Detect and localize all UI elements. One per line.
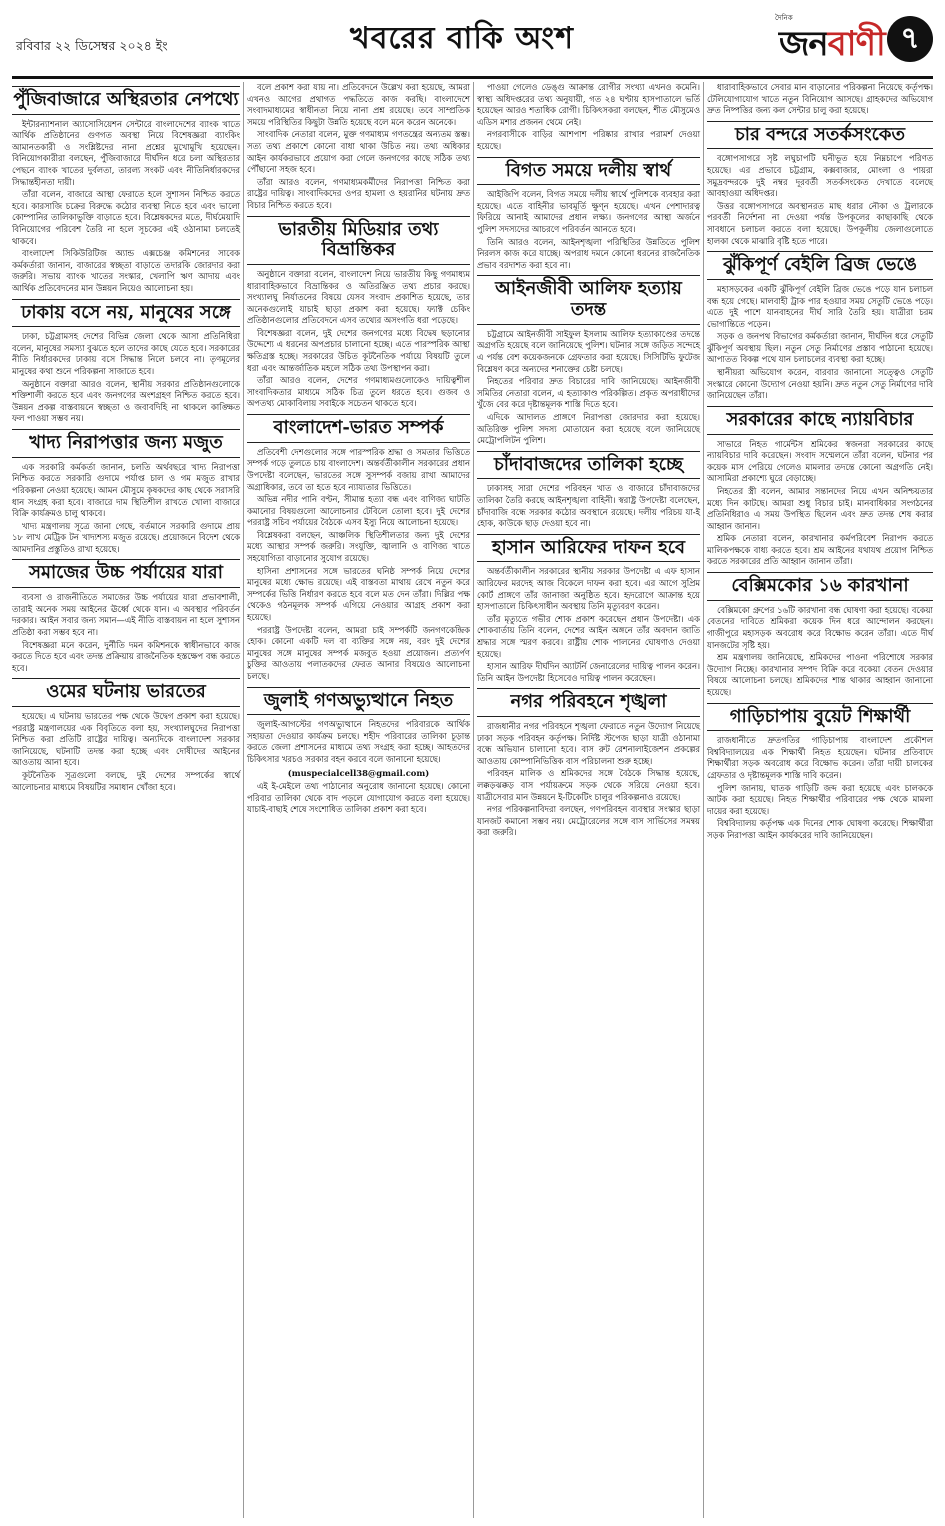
story-body — [247, 82, 470, 212]
story-body — [247, 719, 470, 816]
paragraph: সাংবাদিক নেতারা বলেন, মুক্ত গণমাধ্যম গণতন্ত্রের অন্যতম স্তম্ভ। সত্য তথ্য প্রকাশে কোনো বাধা থাকা উচিত নয়। তথ্য অধিকার আইন কার্যকরভাবে প্রয়োগ করা গেলে জনগণের কাছে সঠিক তথ্য পৌঁছানো সহজ হবে। — [247, 129, 470, 175]
story-body — [707, 82, 933, 117]
paragraph: স্থানীয়রা অভিযোগ করেন, বারবার জানানো সত্ত্বেও সেতুটি সংস্কারে কোনো উদ্যোগ নেওয়া হয়নি। দ্রুত নতুন সেতু নির্মাণের দাবি জানিয়েছেন তাঁরা। — [707, 367, 933, 401]
paragraph: তাঁরা আরও বলেন, দেশের গণমাধ্যমগুলোকেও দায়িত্বশীল সাংবাদিকতার মাধ্যমে সঠিক চিত্র তুলে ধরতে হবে। গুজব ও অপতথ্য মোকাবিলায় সবাইকে সচেতন থাকতে হবে। — [247, 375, 470, 409]
paragraph: উত্তর বঙ্গোপসাগরে অবস্থানরত মাছ ধরার নৌকা ও ট্রলারকে পরবর্তী নির্দেশনা না দেওয়া পর্যন্ত উপকূলের কাছাকাছি থেকে সাবধানে চলাচল করতে বলা হয়েছে। উপকূলীয় জেলাগুলোতে হালকা থেকে মাঝারি বৃষ্টি হতে পারে। — [707, 200, 933, 246]
paragraph: প্রতিবেশী দেশগুলোর সঙ্গে পারস্পরিক শ্রদ্ধা ও সমতার ভিত্তিতে সম্পর্ক গড়ে তুলতে চায় বাংলাদেশ। অন্তর্বর্তীকালীন সরকারের প্রধান উপদেষ্টা বলেছেন, ভারতের সঙ্গে সুসম্পর্ক বজায় রাখা আমাদের অগ্রাধিকার, তবে তা হতে হবে ন্যায্যতার ভিত্তিতে। — [247, 446, 470, 492]
paragraph: সাভারে নিহত গার্মেন্টস শ্রমিকের স্বজনরা সরকারের কাছে ন্যায়বিচার দাবি করেছেন। সংবাদ সম্মেলনে তাঁরা বলেন, ঘটনার পর কয়েক মাস পেরিয়ে গেলেও মামলার তদন্তে কোনো অগ্রগতি নেই। আসামিরা প্রকাশ্যে ঘুরে বেড়াচ্ছে। — [707, 438, 933, 484]
headline: ঢাকায় বসে নয়, মানুষের সঙ্গে — [12, 299, 240, 328]
headline: সমাজের উচ্চ পর্যায়ের যারা — [12, 559, 240, 588]
masthead — [12, 8, 933, 74]
story-body — [12, 331, 240, 425]
paragraph: এদিকে আদালত প্রাঙ্গণে নিরাপত্তা জোরদার করা হয়েছে। অতিরিক্ত পুলিশ সদস্য মোতায়েন করা হয়েছে বলে জানিয়েছে মেট্রোপলিটন পুলিশ। — [477, 411, 700, 446]
paragraph: এক সরকারি কর্মকর্তা জানান, চলতি অর্থবছরে খাদ্য নিরাপত্তা নিশ্চিত করতে সরকারি গুদামে পর্যাপ্ত চাল ও গম মজুত রাখার পরিকল্পনা নেওয়া হয়েছে। আমন মৌসুমে কৃষকদের কাছ থেকে সরাসরি ধান সংগ্রহ করা হবে। বাজারে দাম স্থিতিশীল রাখতে খোলা বাজারে বিক্রি কার্যক্রমও চালু থাকবে। — [12, 461, 240, 519]
paragraph: পরিবহন মালিক ও শ্রমিকদের সঙ্গে বৈঠকে সিদ্ধান্ত হয়েছে, লক্কড়ঝক্কড় বাস পর্যায়ক্রমে সড়ক থেকে সরিয়ে নেওয়া হবে। যাত্রীসেবার মান উন্নয়নে ই-টিকেটিং চালুর পরিকল্পনাও রয়েছে। — [477, 768, 700, 802]
story-extortion-list — [477, 451, 700, 530]
story-body — [707, 439, 933, 569]
paragraph: তিনি আরও বলেন, আইনশৃঙ্খলা পরিস্থিতির উন্নতিতে পুলিশ নিরলস কাজ করে যাচ্ছে। অপরাধ দমনে কোনো ধরনের রাজনৈতিক প্রভাব বরদাশত করা হবে না। — [477, 236, 700, 270]
column-2 — [247, 82, 470, 820]
paragraph: পররাষ্ট্র উপদেষ্টা বলেন, আমরা চাই সম্পর্কটি জনগণকেন্দ্রিক হোক। কোনো একটি দল বা ব্যক্তির সঙ্গে নয়, বরং দুই দেশের মানুষের সঙ্গে মানুষের সম্পর্ক মজবুত হওয়া প্রয়োজন। প্রত্যর্পণ চুক্তির আওতায় পলাতকদের ফেরত আনার বিষয়েও আলোচনা চলছে। — [247, 624, 470, 681]
paragraph: বলে প্রকাশ করা যায় না। প্রতিবেদনে উল্লেখ করা হয়েছে, আমরা এখনও আগের প্রথাগত পদ্ধতিতে কাজ করছি। বাংলাদেশে সংবাদমাধ্যমের স্বাধীনতা নিয়ে নানা প্রশ্ন রয়েছে। তবে সাম্প্রতিক সময়ে পরিস্থিতির কিছুটা উন্নতি হয়েছে বলে মনে করেন অনেকে। — [247, 82, 470, 127]
issue-date: রবিবার ২২ ডিসেম্বর ২০২৪ ইং — [16, 38, 168, 53]
paragraph: হয়েছে। এ ঘটনায় ভারতের পক্ষ থেকে উদ্বেগ প্রকাশ করা হয়েছে। পররাষ্ট্র মন্ত্রণালয়ের এক বিবৃতিতে বলা হয়, সংখ্যালঘুদের নিরাপত্তা নিশ্চিত করা প্রতিটি রাষ্ট্রের দায়িত্ব। অন্যদিকে বাংলাদেশ সরকার জানিয়েছে, ঘটনাটি তদন্ত করা হচ্ছে এবং দোষীদের আইনের আওতায় আনা হবে। — [12, 711, 240, 768]
paragraph: বাংলাদেশ সিকিউরিটিজ অ্যান্ড এক্সচেঞ্জ কমিশনের সাবেক কর্মকর্তারা জানান, বাজারের স্বচ্ছতা বাড়াতে তদারকি জোরদার করা জরুরি। সভায় ব্যাংক খাতের সংস্কার, খেলাপি ঋণ আদায় এবং আর্থিক প্রতিবেদনের মান উন্নয়ন নিয়েও আলোচনা হয়। — [12, 248, 240, 293]
newspaper-logo — [775, 8, 895, 68]
story-july-uprising — [247, 687, 470, 816]
paragraph: শ্রম মন্ত্রণালয় জানিয়েছে, শ্রমিকদের পাওনা পরিশোধে সরকার উদ্যোগ নিচ্ছে। কারখানার সম্পদ বিক্রি করে বকেয়া বেতন দেওয়ার বিষয়ে আলোচনা চলছে। শ্রমিকদের শান্ত থাকার আহ্বান জানানো হয়েছে। — [707, 652, 933, 697]
headline: নগর পরিবহনে শৃঙ্খলা — [477, 688, 700, 717]
logo-part2: বাণী — [827, 24, 885, 64]
story-indian-media — [247, 216, 470, 411]
story-media-continued — [247, 82, 470, 212]
story-body — [477, 329, 700, 447]
paragraph: কূটনৈতিক সূত্রগুলো বলছে, দুই দেশের সম্পর্কের স্বার্থে আলোচনার মাধ্যমে বিষয়টির সমাধান খোঁজা হবে। — [12, 769, 240, 792]
headline: ঝুঁকিপূর্ণ বেইলি ব্রিজ ভেঙে — [707, 251, 933, 280]
paragraph: পুলিশ জানায়, ঘাতক গাড়িটি জব্দ করা হয়েছে এবং চালককে আটক করা হয়েছে। নিহত শিক্ষার্থীর পরিবারের পক্ষ থেকে মামলা দায়ের করা হয়েছে। — [707, 782, 933, 816]
paragraph: নিহতের পরিবার দ্রুত বিচারের দাবি জানিয়েছে। আইনজীবী সমিতির নেতারা বলেন, এ হত্যাকাণ্ড পরিকল্পিত। প্রকৃত অপরাধীদের খুঁজে বের করে দৃষ্টান্তমূলক শাস্তি দিতে হবে। — [477, 376, 700, 410]
story-dhaka — [12, 299, 240, 425]
story-body — [477, 82, 700, 153]
story-bailey-bridge — [707, 251, 933, 402]
paragraph: অন্তর্বর্তীকালীন সরকারের স্থানীয় সরকার উপদেষ্টা এ এফ হাসান আরিফের মরদেহ আজ বিকেলে দাফন করা হবে। এর আগে সুপ্রিম কোর্ট প্রাঙ্গণে তাঁর জানাজা অনুষ্ঠিত হবে। হৃদরোগে আক্রান্ত হয়ে হাসপাতালে চিকিৎসাধীন অবস্থায় তিনি মৃত্যুবরণ করেন। — [477, 566, 700, 612]
paragraph: আইজিপি বলেন, বিগত সময়ে দলীয় স্বার্থে পুলিশকে ব্যবহার করা হয়েছে। এতে বাহিনীর ভাবমূর্তি ক্ষুণ্ন হয়েছে। এখন পেশাদারত্ব ফিরিয়ে আনাই আমাদের প্রধান লক্ষ্য। জনগণের আস্থা অর্জনে পুলিশ সদস্যদের আচরণে পরিবর্তন আনতে হবে। — [477, 189, 700, 235]
headline: আইনজীবী আলিফ হত্যায় তদন্ত — [477, 275, 700, 324]
paragraph: তাঁরা বলেন, বাজারে আস্থা ফেরাতে হলে সুশাসন নিশ্চিত করতে হবে। কারসাজি চক্রের বিরুদ্ধে কঠোর ব্যবস্থা নিতে হবে এবং ভালো কোম্পানির তালিকাভুক্তি বাড়াতে হবে। বিশ্লেষকদের মতে, দীর্ঘমেয়াদি বিনিয়োগের পরিবেশ তৈরি না হলে সূচকের এই ওঠানামা চলতেই থাকবে। — [12, 189, 240, 246]
headline: খাদ্য নিরাপত্তার জন্য মজুত — [12, 429, 240, 458]
logo-wordmark — [779, 18, 885, 75]
headline: বেক্সিমকোর ১৬ কারখানা — [707, 572, 933, 601]
story-body — [12, 592, 240, 674]
paragraph: তাঁরা আরও বলেন, গণমাধ্যমকর্মীদের নিরাপত্তা নিশ্চিত করা রাষ্ট্রের দায়িত্ব। সাংবাদিকদের ওপর হামলা ও হয়রানির ঘটনায় দ্রুত বিচার নিশ্চিত করতে হবে। — [247, 176, 470, 210]
paragraph: নগরবাসীকে বাড়ির আশপাশ পরিষ্কার রাখার পরামর্শ দেওয়া হয়েছে। — [477, 129, 700, 151]
story-food-stock — [12, 429, 240, 555]
header-rule — [12, 76, 933, 79]
story-body — [12, 119, 240, 295]
story-dengue-continued — [477, 82, 700, 153]
logo-tagline: দৈনিক — [775, 14, 793, 22]
column-divider — [703, 82, 704, 1518]
story-party-interest — [477, 157, 700, 272]
story-society — [12, 559, 240, 674]
headline: পুঁজিবাজারে অস্থিরতার নেপথ্যে — [12, 86, 240, 115]
paragraph: বেক্সিমকো গ্রুপের ১৬টি কারখানা বন্ধ ঘোষণা করা হয়েছে। বকেয়া বেতনের দাবিতে শ্রমিকরা কয়েক দিন ধরে আন্দোলন করছেন। গাজীপুরে মহাসড়ক অবরোধ করে বিক্ষোভ করেন তাঁরা। এতে দীর্ঘ যানজটের সৃষ্টি হয়। — [707, 604, 933, 650]
paragraph: রাজধানীতে দ্রুতগতির গাড়িচাপায় বাংলাদেশ প্রকৌশল বিশ্ববিদ্যালয়ের এক শিক্ষার্থী নিহত হয়েছেন। ঘটনার প্রতিবাদে শিক্ষার্থীরা সড়ক অবরোধ করে বিক্ষোভ করেন। তাঁরা দায়ী চালকের গ্রেফতার ও দৃষ্টান্তমূলক শাস্তি দাবি করেন। — [707, 735, 933, 780]
paragraph: বিশেষজ্ঞরা মনে করেন, দুর্নীতি দমন কমিশনকে স্বাধীনভাবে কাজ করতে দিতে হবে এবং তদন্ত প্রক্রিয়ায় রাজনৈতিক হস্তক্ষেপ বন্ধ করতে হবে। — [12, 639, 240, 673]
paragraph: খাদ্য মন্ত্রণালয় সূত্রে জানা গেছে, বর্তমানে সরকারি গুদামে প্রায় ১৮ লাখ মেট্রিক টন খাদ্যশস্য মজুত রয়েছে। প্রয়োজনে বিদেশ থেকে আমদানির প্রস্তুতিও রাখা হয়েছে। — [12, 520, 240, 554]
story-bd-india-relations — [247, 414, 470, 683]
paragraph: হাসান আরিফ দীর্ঘদিন অ্যাটর্নি জেনারেলের দায়িত্ব পালন করেন। তিনি আইন উপদেষ্টা হিসেবেও দায়িত্ব পালন করেছেন। — [477, 661, 700, 683]
paragraph: নগর পরিকল্পনাবিদরা বলছেন, গণপরিবহন ব্যবস্থার সংস্কার ছাড়া যানজট কমানো সম্ভব নয়। মেট্রোরেলের সঙ্গে বাস সার্ভিসের সমন্বয় করা জরুরি। — [477, 804, 700, 838]
paragraph: হাসিনা প্রশাসনের সঙ্গে ভারতের ঘনিষ্ঠ সম্পর্ক নিয়ে দেশের মানুষের মধ্যে ক্ষোভ রয়েছে। এই বাস্তবতা মাথায় রেখে নতুন করে সম্পর্কের ভিত্তি নির্ধারণ করতে হবে বলে মত দেন তাঁরা। দিল্লির পক্ষ থেকেও গঠনমূলক সম্পর্ক এগিয়ে নেওয়ার আগ্রহ প্রকাশ করা হয়েছে। — [247, 565, 470, 623]
paragraph: এই ই-মেইলে তথ্য পাঠানোর অনুরোধ জানানো হয়েছে। কোনো পরিবার তালিকা থেকে বাদ পড়লে যোগাযোগ করতে বলা হয়েছে। যাচাই-বাছাই শেষে সংশোধিত তালিকা প্রকাশ করা হবে। — [247, 781, 470, 815]
headline: চার বন্দরে সতর্কসংকেত — [707, 121, 933, 150]
headline: গাড়িচাপায় বুয়েট শিক্ষার্থী — [707, 703, 933, 732]
paragraph: সড়ক ও জনপথ বিভাগের কর্মকর্তারা জানান, দীর্ঘদিন ধরে সেতুটি ঝুঁকিপূর্ণ অবস্থায় ছিল। নতুন সেতু নির্মাণের প্রস্তাব পাঠানো হয়েছে। আপাতত বিকল্প পথে যান চলাচলের ব্যবস্থা করা হচ্ছে। — [707, 331, 933, 365]
story-city-transport — [477, 688, 700, 839]
paragraph: মহাসড়কের একটি ঝুঁকিপূর্ণ বেইলি ব্রিজ ভেঙে পড়ে যান চলাচল বন্ধ হয়ে গেছে। মালবাহী ট্রাক পার হওয়ার সময় সেতুটি ভেঙে পড়ে। এতে দুই পাশে যানবাহনের দীর্ঘ সারি তৈরি হয়। যাত্রীরা চরম ভোগান্তিতে পড়েন। — [707, 283, 933, 329]
paragraph: ঢাকাসহ সারা দেশের পরিবহন খাত ও বাজারে চাঁদাবাজদের তালিকা তৈরি করছে আইনশৃঙ্খলা বাহিনী। স্বরাষ্ট্র উপদেষ্টা বলেছেন, চাঁদাবাজি বন্ধে সরকার কঠোর অবস্থানে রয়েছে। দলীয় পরিচয় যা-ই হোক, কাউকে ছাড় দেওয়া হবে না। — [477, 483, 700, 529]
headline: হাসান আরিফের দাফন হবে — [477, 534, 700, 563]
story-body — [477, 189, 700, 271]
column-1 — [12, 82, 240, 797]
paragraph: শ্রমিক নেতারা বলেন, কারখানার কর্মপরিবেশ নিরাপদ করতে মালিকপক্ষকে বাধ্য করতে হবে। শ্রম আইনের যথাযথ প্রয়োগ নিশ্চিত করতে সরকারের প্রতি আহ্বান জানান তাঁরা। — [707, 533, 933, 567]
paragraph: তাঁর মৃত্যুতে গভীর শোক প্রকাশ করেছেন প্রধান উপদেষ্টা। এক শোকবার্তায় তিনি বলেন, দেশের আইন অঙ্গনে তাঁর অবদান জাতি শ্রদ্ধার সঙ্গে স্মরণ করবে। রাষ্ট্রীয় শোক পালনের ঘোষণাও দেওয়া হয়েছে। — [477, 613, 700, 659]
headline: ভারতীয় মিডিয়ার তথ্য বিভ্রান্তিকর — [247, 216, 470, 265]
paragraph: নিহতের স্ত্রী বলেন, আমার সন্তানদের নিয়ে এখন অনিশ্চয়তার মধ্যে দিন কাটছে। আমরা শুধু বিচার চাই। মানবাধিকার সংগঠনের প্রতিনিধিরাও এ সময় উপস্থিত ছিলেন এবং দ্রুত তদন্ত শেষ করার আহ্বান জানান। — [707, 485, 933, 531]
headline: বিগত সময়ে দলীয় স্বার্থ — [477, 157, 700, 186]
column-divider — [473, 82, 474, 1518]
paragraph: রাজধানীর নগর পরিবহনে শৃঙ্খলা ফেরাতে নতুন উদ্যোগ নিয়েছে ঢাকা সড়ক পরিবহন কর্তৃপক্ষ। নির্দিষ্ট স্টপেজ ছাড়া যাত্রী ওঠানামা বন্ধে অভিযান চালানো হবে। বাস রুট রেশনালাইজেশন প্রকল্পের আওতায় কোম্পানিভিত্তিক বাস পরিচালনা শুরু হচ্ছে। — [477, 721, 700, 766]
story-body — [707, 605, 933, 699]
story-stock-market — [12, 86, 240, 295]
story-port-signal — [707, 121, 933, 247]
paragraph: বিশ্ববিদ্যালয় কর্তৃপক্ষ এক দিনের শোক ঘোষণা করেছে। শিক্ষার্থীরা সড়ক নিরাপত্তা আইন কার্যকরের দাবি জানিয়েছেন। — [707, 818, 933, 840]
story-body — [247, 269, 470, 410]
paragraph: বঙ্গোপসাগরে সৃষ্ট লঘুচাপটি ঘনীভূত হয়ে নিম্নচাপে পরিণত হয়েছে। এর প্রভাবে চট্টগ্রাম, কক্সবাজার, মোংলা ও পায়রা সমুদ্রবন্দরকে দুই নম্বর দূরবর্তী সতর্কসংকেত দেখাতে বলেছে আবহাওয়া অধিদপ্তর। — [707, 153, 933, 199]
paragraph: বিশেষজ্ঞরা বলেন, দুই দেশের জনগণের মধ্যে বিদ্বেষ ছড়ানোর উদ্দেশ্যে এ ধরনের অপপ্রচার চালানো হচ্ছে। এতে পারস্পরিক আস্থা ক্ষতিগ্রস্ত হচ্ছে। সরকারের উচিত কূটনৈতিক পর্যায়ে বিষয়টি তুলে ধরা এবং আন্তর্জাতিক মহলে সঠিক তথ্য উপস্থাপন করা। — [247, 327, 470, 373]
story-beximco — [707, 572, 933, 698]
story-body — [707, 153, 933, 247]
headline: চাঁদাবাজদের তালিকা হচ্ছে — [477, 451, 700, 480]
page-title: খবরের বাকি অংশ — [350, 21, 574, 56]
story-body — [707, 735, 933, 841]
paragraph: জুলাই-আগস্টের গণঅভ্যুত্থানে নিহতদের পরিবারকে আর্থিক সহায়তা দেওয়ার কার্যক্রম চলছে। শহীদ পরিবারের তালিকা চূড়ান্ত করতে জেলা প্রশাসনের মাধ্যমে তথ্য সংগ্রহ করা হচ্ছে। আহতদের চিকিৎসার খরচও সরকার বহন করবে বলে জানানো হয়েছে। — [247, 719, 470, 765]
story-buet-student — [707, 703, 933, 842]
contact-email: (muspecialcell38@gmail.com) — [287, 767, 430, 778]
paragraph: অনুষ্ঠানে বক্তারা আরও বলেন, স্থানীয় সরকার প্রতিষ্ঠানগুলোকে শক্তিশালী করতে হবে এবং জনগণের অংশগ্রহণ নিশ্চিত করতে হবে। উন্নয়ন প্রকল্প বাস্তবায়নে স্বচ্ছতা ও জবাবদিহি না থাকলে কাঙ্ক্ষিত ফল পাওয়া সম্ভব নয়। — [12, 378, 240, 424]
paragraph: ধারাবাহিকভাবে সেবার মান বাড়ানোর পরিকল্পনা নিয়েছে কর্তৃপক্ষ। টেলিযোগাযোগ খাতে নতুন বিনিয়োগ আসছে। গ্রাহকদের অভিযোগ দ্রুত নিষ্পত্তির জন্য কল সেন্টার চালু করা হয়েছে। — [707, 82, 933, 116]
paragraph: পাওয়া গেলেও ডেঙ্গু আক্রান্ত রোগীর সংখ্যা এখনও কমেনি। স্বাস্থ্য অধিদপ্তরের তথ্য অনুযায়ী, গত ২৪ ঘণ্টায় হাসপাতালে ভর্তি হয়েছেন আরও শতাধিক রোগী। চিকিৎসকরা বলছেন, শীত মৌসুমেও এডিস মশার প্রজনন থেমে নেই। — [477, 82, 700, 127]
paragraph: চট্টগ্রামে আইনজীবী সাইফুল ইসলাম আলিফ হত্যাকাণ্ডের তদন্তে অগ্রগতি হয়েছে বলে জানিয়েছে পুলিশ। ঘটনার সঙ্গে জড়িত সন্দেহে এ পর্যন্ত বেশ কয়েকজনকে গ্রেফতার করা হয়েছে। সিসিটিভি ফুটেজ বিশ্লেষণ করে অন্যদের শনাক্তের চেষ্টা চলছে। — [477, 328, 700, 374]
paragraph: ব্যবসা ও রাজনীতিতে সমাজের উচ্চ পর্যায়ের যারা প্রভাবশালী, তারাই অনেক সময় আইনের ঊর্ধ্বে থেকে যান। এ অবস্থার পরিবর্তন দরকার। আইন সবার জন্য সমান—এই নীতি বাস্তবায়ন না হলে সুশাসন প্রতিষ্ঠা করা সম্ভব হবে না। — [12, 592, 240, 637]
story-body — [12, 462, 240, 556]
column-3 — [477, 82, 700, 843]
paragraph: ঢাকা, চট্টগ্রামসহ দেশের বিভিন্ন জেলা থেকে আসা প্রতিনিধিরা বলেন, মানুষের সমস্যা বুঝতে হলে তাদের কাছে যেতে হবে। সরকারের নীতি নির্ধারকদের ঢাকায় বসে সিদ্ধান্ত নিলে চলবে না। তৃণমূলের মানুষের কথা শুনে পরিকল্পনা সাজাতে হবে। — [12, 331, 240, 377]
headline: ওমের ঘটনায় ভারতের — [12, 678, 240, 707]
story-body — [12, 711, 240, 793]
paragraph: অভিন্ন নদীর পানি বণ্টন, সীমান্ত হত্যা বন্ধ এবং বাণিজ্য ঘাটতি কমানোর বিষয়গুলো আলোচনার টেবিলে তোলা হবে। দুই দেশের পররাষ্ট্র সচিব পর্যায়ের বৈঠকে এসব ইস্যু নিয়ে আলোচনা হয়েছে। — [247, 494, 470, 528]
story-body — [477, 566, 700, 684]
story-lawyer-murder — [477, 275, 700, 446]
story-hasan-arif — [477, 534, 700, 685]
paragraph: বিশ্লেষকরা বলছেন, আঞ্চলিক স্থিতিশীলতার জন্য দুই দেশের মধ্যে আস্থার সম্পর্ক জরুরি। সংযুক্তি, জ্বালানি ও বাণিজ্য খাতে সহযোগিতা বাড়ানোর সুযোগ রয়েছে। — [247, 529, 470, 564]
headline: জুলাই গণঅভ্যুত্থানে নিহত — [247, 687, 470, 716]
story-justice-demand — [707, 406, 933, 568]
column-4 — [707, 82, 933, 846]
headline: সরকারের কাছে ন্যায়বিচার — [707, 406, 933, 435]
story-body — [477, 483, 700, 529]
story-india-reaction — [12, 678, 240, 793]
page-number: ৭ — [887, 16, 933, 62]
column-divider — [243, 82, 244, 1518]
story-body — [477, 721, 700, 839]
headline: বাংলাদেশ-ভারত সম্পর্ক — [247, 414, 470, 443]
paragraph: অনুষ্ঠানে বক্তারা বলেন, বাংলাদেশ নিয়ে ভারতীয় কিছু গণমাধ্যম ধারাবাহিকভাবে বিভ্রান্তিকর ও অতিরঞ্জিত তথ্য প্রচার করছে। সংখ্যালঘু নির্যাতনের বিষয়ে যেসব সংবাদ প্রকাশিত হয়েছে, তার অনেকগুলোই যাচাই ছাড়া প্রকাশ করা হয়েছে। ফ্যাক্ট চেকিং প্রতিষ্ঠানগুলোর প্রতিবেদনে এসব তথ্যের অসংগতি ধরা পড়েছে। — [247, 268, 470, 326]
story-body — [707, 284, 933, 402]
story-body — [247, 447, 470, 683]
logo-part1: জন — [779, 24, 828, 64]
story-telecom-continued — [707, 82, 933, 117]
paragraph: ইন্টারন্যাশনাল অ্যাসোসিয়েশন সেন্টারে বাংলাদেশের ব্যাংক খাতে আর্থিক প্রতিষ্ঠানের গুণগত অবস্থা নিয়ে বিশেষজ্ঞরা ব্যাংকিং আমানতকারী ও সংশ্লিষ্টদের নানা প্রশ্নের মুখোমুখি হয়েছেন। বিনিয়োগকারীরা বলছেন, পুঁজিবাজারে দীর্ঘদিন ধরে চলা অস্থিরতার পেছনে ব্যাংক খাতের দুর্বলতা, তারল্য সংকট এবং নীতিনির্ধারকদের সিদ্ধান্তহীনতা দায়ী। — [12, 118, 240, 187]
